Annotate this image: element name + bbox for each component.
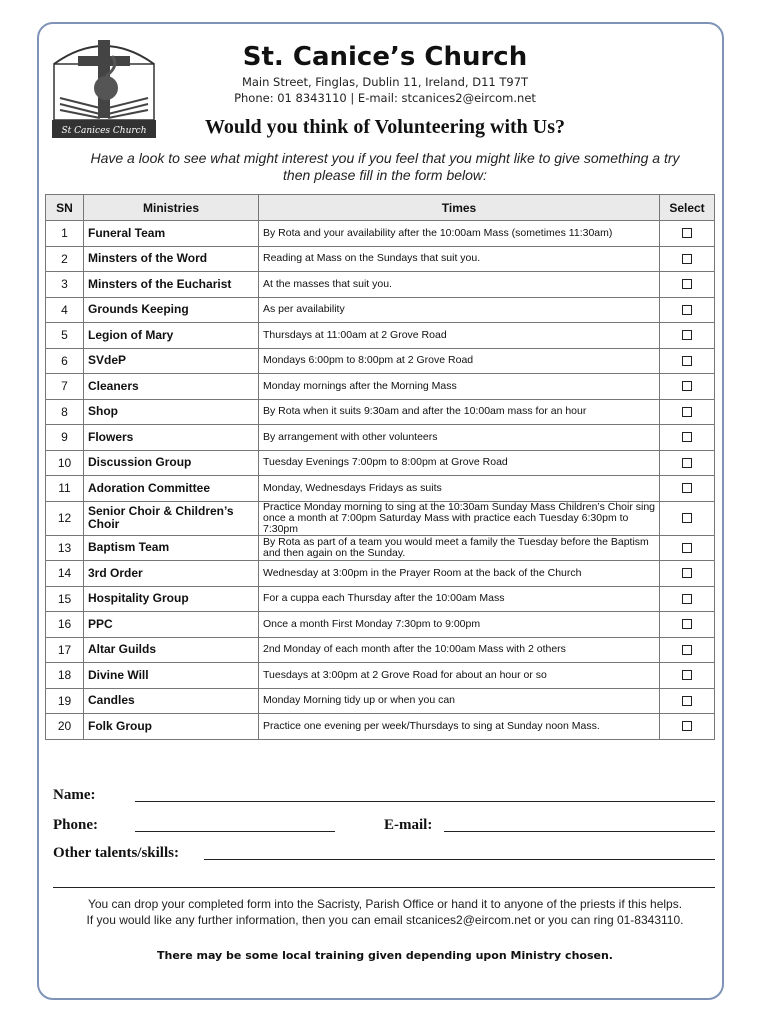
row-times: Mondays 6:00pm to 8:00pm at 2 Grove Road [259,348,660,374]
row-sn: 12 [46,501,84,535]
row-select-cell [660,323,715,349]
row-times: By Rota and your availability after the 10:00am Mass (sometimes 11:30am) [259,221,660,247]
select-checkbox[interactable] [682,483,692,493]
row-ministry: Funeral Team [84,221,259,247]
row-sn: 9 [46,425,84,451]
email-label: E-mail: [384,817,433,833]
footer-note [45,896,725,928]
table-row [46,399,715,425]
row-select-cell [660,348,715,374]
church-contact: Phone: 01 8343110 | E-mail: stcanices2@eircom.net [234,91,536,105]
header-select: Select [660,195,715,221]
intro-text [52,150,718,184]
select-checkbox[interactable] [682,305,692,315]
church-address-block [200,74,570,106]
row-ministry: PPC [84,612,259,638]
row-sn: 6 [46,348,84,374]
ministries-table [45,194,715,740]
row-ministry: Minsters of the Word [84,246,259,272]
row-select-cell [660,399,715,425]
row-sn: 13 [46,535,84,561]
row-times: As per availability [259,297,660,323]
row-sn: 20 [46,714,84,740]
row-ministry: Discussion Group [84,450,259,476]
row-ministry: Candles [84,688,259,714]
row-select-cell [660,501,715,535]
row-times: Monday Morning tidy up or when you can [259,688,660,714]
logo-banner-text: St Canices Church [61,126,147,136]
row-times: Tuesdays at 3:00pm at 2 Grove Road for about an hour or so [259,663,660,689]
row-ministry: 3rd Order [84,561,259,587]
row-times: Once a month First Monday 7:30pm to 9:00pm [259,612,660,638]
training-note: There may be some local training given depending upon Ministry chosen. [157,949,613,962]
row-sn: 4 [46,297,84,323]
select-checkbox[interactable] [682,568,692,578]
row-times: Monday mornings after the Morning Mass [259,374,660,400]
row-times: By Rota when it suits 9:30am and after the 10:00am mass for an hour [259,399,660,425]
select-checkbox[interactable] [682,381,692,391]
phone-label: Phone: [53,817,98,833]
row-times: By Rota as part of a team you would meet a family the Tuesday before the Baptism and then again on the Sunday. [259,535,660,561]
name-field[interactable] [135,801,715,802]
table-row [46,535,715,561]
select-checkbox[interactable] [682,721,692,731]
page-headline: Would you think of Volunteering with Us? [204,116,566,138]
row-times: Tuesday Evenings 7:00pm to 8:00pm at Grove Road [259,450,660,476]
select-checkbox[interactable] [682,670,692,680]
header-times: Times [259,195,660,221]
ministries-table-body [46,221,715,740]
header-ministries: Ministries [84,195,259,221]
row-sn: 1 [46,221,84,247]
row-sn: 15 [46,586,84,612]
table-row [46,476,715,502]
table-row [46,348,715,374]
table-row [46,297,715,323]
church-logo [50,36,158,140]
row-select-cell [660,637,715,663]
row-select-cell [660,221,715,247]
row-times: Reading at Mass on the Sundays that suit you. [259,246,660,272]
header-sn: SN [46,195,84,221]
row-sn: 10 [46,450,84,476]
table-row [46,246,715,272]
table-row [46,221,715,247]
row-select-cell [660,476,715,502]
row-select-cell [660,586,715,612]
select-checkbox[interactable] [682,619,692,629]
footer-note-line-1: You can drop your completed form into the Sacristy, Parish Office or hand it to anyone of the priests if this helps. [87,897,683,911]
table-row [46,688,715,714]
talents-field[interactable] [204,859,715,860]
row-sn: 8 [46,399,84,425]
row-select-cell [660,714,715,740]
row-times: Monday, Wednesdays Fridays as suits [259,476,660,502]
row-ministry: Hospitality Group [84,586,259,612]
row-ministry: Legion of Mary [84,323,259,349]
row-times: 2nd Monday of each month after the 10:00am Mass with 2 others [259,637,660,663]
row-times: By arrangement with other volunteers [259,425,660,451]
row-select-cell [660,663,715,689]
row-ministry: Shop [84,399,259,425]
row-sn: 7 [46,374,84,400]
row-sn: 3 [46,272,84,298]
row-select-cell [660,374,715,400]
row-select-cell [660,535,715,561]
row-times: Practice Monday morning to sing at the 10:30am Sunday Mass Children’s Choir sing once a month at 7:00pm Saturday Mass with practice each Tuesday 6:30pm to 7:30pm [259,501,660,535]
table-row [46,272,715,298]
row-select-cell [660,272,715,298]
row-times: For a cuppa each Thursday after the 10:00am Mass [259,586,660,612]
table-row [46,714,715,740]
select-checkbox[interactable] [682,543,692,553]
table-row [46,586,715,612]
row-times: Practice one evening per week/Thursdays to sing at Sunday noon Mass. [259,714,660,740]
select-checkbox[interactable] [682,330,692,340]
row-ministry: Folk Group [84,714,259,740]
name-label: Name: [53,787,96,803]
table-row [46,663,715,689]
select-checkbox[interactable] [682,407,692,417]
row-sn: 2 [46,246,84,272]
table-row [46,450,715,476]
row-select-cell [660,425,715,451]
talents-label: Other talents/skills: [53,845,179,861]
select-checkbox[interactable] [682,594,692,604]
row-sn: 19 [46,688,84,714]
email-field[interactable] [444,831,715,832]
row-sn: 11 [46,476,84,502]
row-ministry: Baptism Team [84,535,259,561]
row-sn: 16 [46,612,84,638]
intro-line-1: Have a look to see what might interest you if you feel that you might like to give something a try [90,150,680,166]
table-header-row [46,195,715,221]
table-row [46,561,715,587]
table-row [46,637,715,663]
select-checkbox[interactable] [682,356,692,366]
row-ministry: Grounds Keeping [84,297,259,323]
row-ministry: Flowers [84,425,259,451]
select-checkbox[interactable] [682,228,692,238]
select-checkbox[interactable] [682,513,692,523]
select-checkbox[interactable] [682,645,692,655]
row-select-cell [660,612,715,638]
row-sn: 17 [46,637,84,663]
table-row [46,425,715,451]
row-times: At the masses that suit you. [259,272,660,298]
church-address: Main Street, Finglas, Dublin 11, Ireland, D11 T97T [241,75,529,89]
row-ministry: Senior Choir & Children’s Choir [84,501,259,535]
row-ministry: Adoration Committee [84,476,259,502]
row-ministry: Divine Will [84,663,259,689]
table-row [46,323,715,349]
select-checkbox[interactable] [682,458,692,468]
row-ministry: Altar Guilds [84,637,259,663]
row-sn: 5 [46,323,84,349]
table-row [46,374,715,400]
row-select-cell [660,688,715,714]
row-ministry: Minsters of the Eucharist [84,272,259,298]
select-checkbox[interactable] [682,696,692,706]
row-sn: 18 [46,663,84,689]
row-sn: 14 [46,561,84,587]
row-select-cell [660,297,715,323]
table-row [46,612,715,638]
footer-note-line-2: If you would like any further information, then you can email stcanices2@eircom.net or you can ring 01-8343110. [86,913,684,927]
select-checkbox[interactable] [682,279,692,289]
row-ministry: SVdeP [84,348,259,374]
select-checkbox[interactable] [682,254,692,264]
select-checkbox[interactable] [682,432,692,442]
intro-line-2: then please fill in the form below: [283,167,487,183]
church-name: St. Canice’s Church [242,42,528,72]
row-ministry: Cleaners [84,374,259,400]
talents-field-line-2[interactable] [53,887,715,888]
row-select-cell [660,561,715,587]
row-select-cell [660,450,715,476]
phone-field[interactable] [135,831,335,832]
row-times: Thursdays at 11:00am at 2 Grove Road [259,323,660,349]
table-row [46,501,715,535]
row-select-cell [660,246,715,272]
row-times: Wednesday at 3:00pm in the Prayer Room at the back of the Church [259,561,660,587]
